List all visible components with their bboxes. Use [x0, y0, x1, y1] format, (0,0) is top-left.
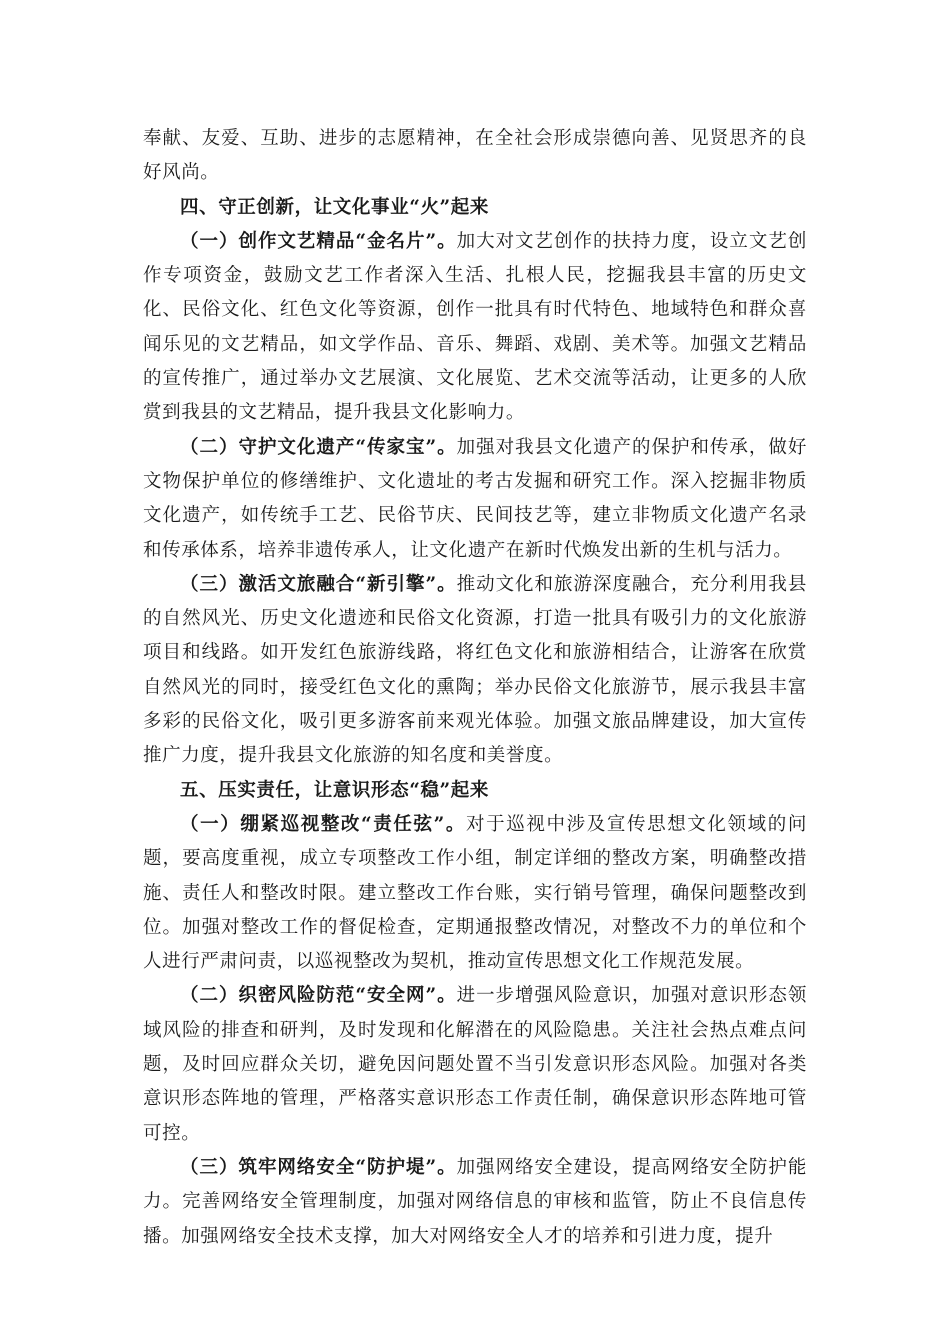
section-5-item-2-body: 进一步增强风险意识，加强对意识形态领域风险的排查和研判，及时发现和化解潜在的风险隐患。关注社会热点难点问题，及时回应群众关切，避免因问题处置不当引发意识形态风险。加强对各类意识形态阵地的管理，严格落实意识形态工作责任制，确保意识形态阵地可管可控。 [143, 985, 807, 1144]
section-4-item-2-body: 加强对我县文化遗产的保护和传承，做好文物保护单位的修缮维护、文化遗址的考古发掘和研究工作。深入挖掘非物质文化遗产，如传统手工艺、民俗节庆、民间技艺等，建立非物质文化遗产名录和传承体系，培养非遗传承人，让文化遗产在新时代焕发出新的生机与活力。 [143, 436, 807, 561]
section-5-item-2 [143, 979, 807, 1150]
section-5-item-1 [143, 808, 807, 979]
section-4-item-3 [143, 568, 807, 774]
section-4-item-3-lead: （三）激活文旅融合“新引擎”。 [180, 573, 457, 595]
section-5-heading: 五、压实责任，让意识形态“稳”起来 [180, 779, 489, 801]
section-4-item-1-lead: （一）创作文艺精品“金名片”。 [180, 230, 457, 252]
section-5-item-1-lead: （一）绷紧巡视整改“责任弦”。 [180, 813, 467, 835]
section-5-item-3-lead: （三）筑牢网络安全“防护堤”。 [180, 1156, 457, 1178]
section-5-item-2-lead: （二）织密风险防范“安全网”。 [180, 985, 457, 1007]
section-4-item-2 [143, 431, 807, 568]
section-4-item-1 [143, 225, 807, 431]
section-4-heading: 四、守正创新，让文化事业“火”起来 [180, 196, 489, 218]
section-4-item-1-body: 加大对文艺创作的扶持力度，设立文艺创作专项资金，鼓励文艺工作者深入生活、扎根人民，挖掘我县丰富的历史文化、民俗文化、红色文化等资源，创作一批具有时代特色、地域特色和群众喜闻乐见的文艺精品，如文学作品、音乐、舞蹈、戏剧、美术等。加强文艺精品的宣传推广，通过举办文艺展演、文化展览、艺术交流等活动，让更多的人欣赏到我县的文艺精品，提升我县文化影响力。 [143, 230, 807, 424]
section-5-item-3 [143, 1151, 807, 1254]
continuation-paragraph: 奉献、友爱、互助、进步的志愿精神，在全社会形成崇德向善、见贤思齐的良好风尚。 [143, 128, 807, 184]
document-page [143, 122, 807, 1254]
section-4-item-2-lead: （二）守护文化遗产“传家宝”。 [180, 436, 457, 458]
section-4-item-3-body: 推动文化和旅游深度融合，充分利用我县的自然风光、历史文化遗迹和民俗文化资源，打造一批具有吸引力的文化旅游项目和线路。如开发红色旅游线路，将红色文化和旅游相结合，让游客在欣赏自然风光的同时，接受红色文化的熏陶；举办民俗文化旅游节，展示我县丰富多彩的民俗文化，吸引更多游客前来观光体验。加强文旅品牌建设，加大宣传推广力度，提升我县文化旅游的知名度和美誉度。 [143, 573, 807, 767]
section-5-item-1-body: 对于巡视中涉及宣传思想文化领域的问题，要高度重视，成立专项整改工作小组，制定详细的整改方案，明确整改措施、责任人和整改时限。建立整改工作台账，实行销号管理，确保问题整改到位。加强对整改工作的督促检查，定期通报整改情况，对整改不力的单位和个人进行严肃问责，以巡视整改为契机，推动宣传思想文化工作规范发展。 [143, 813, 807, 973]
section-5-item-3-body: 加强网络安全建设，提高网络安全防护能力。完善网络安全管理制度，加强对网络信息的审核和监管，防止不良信息传播。加强网络安全技术支撑，加大对网络安全人才的培养和引进力度，提升 [143, 1156, 807, 1247]
